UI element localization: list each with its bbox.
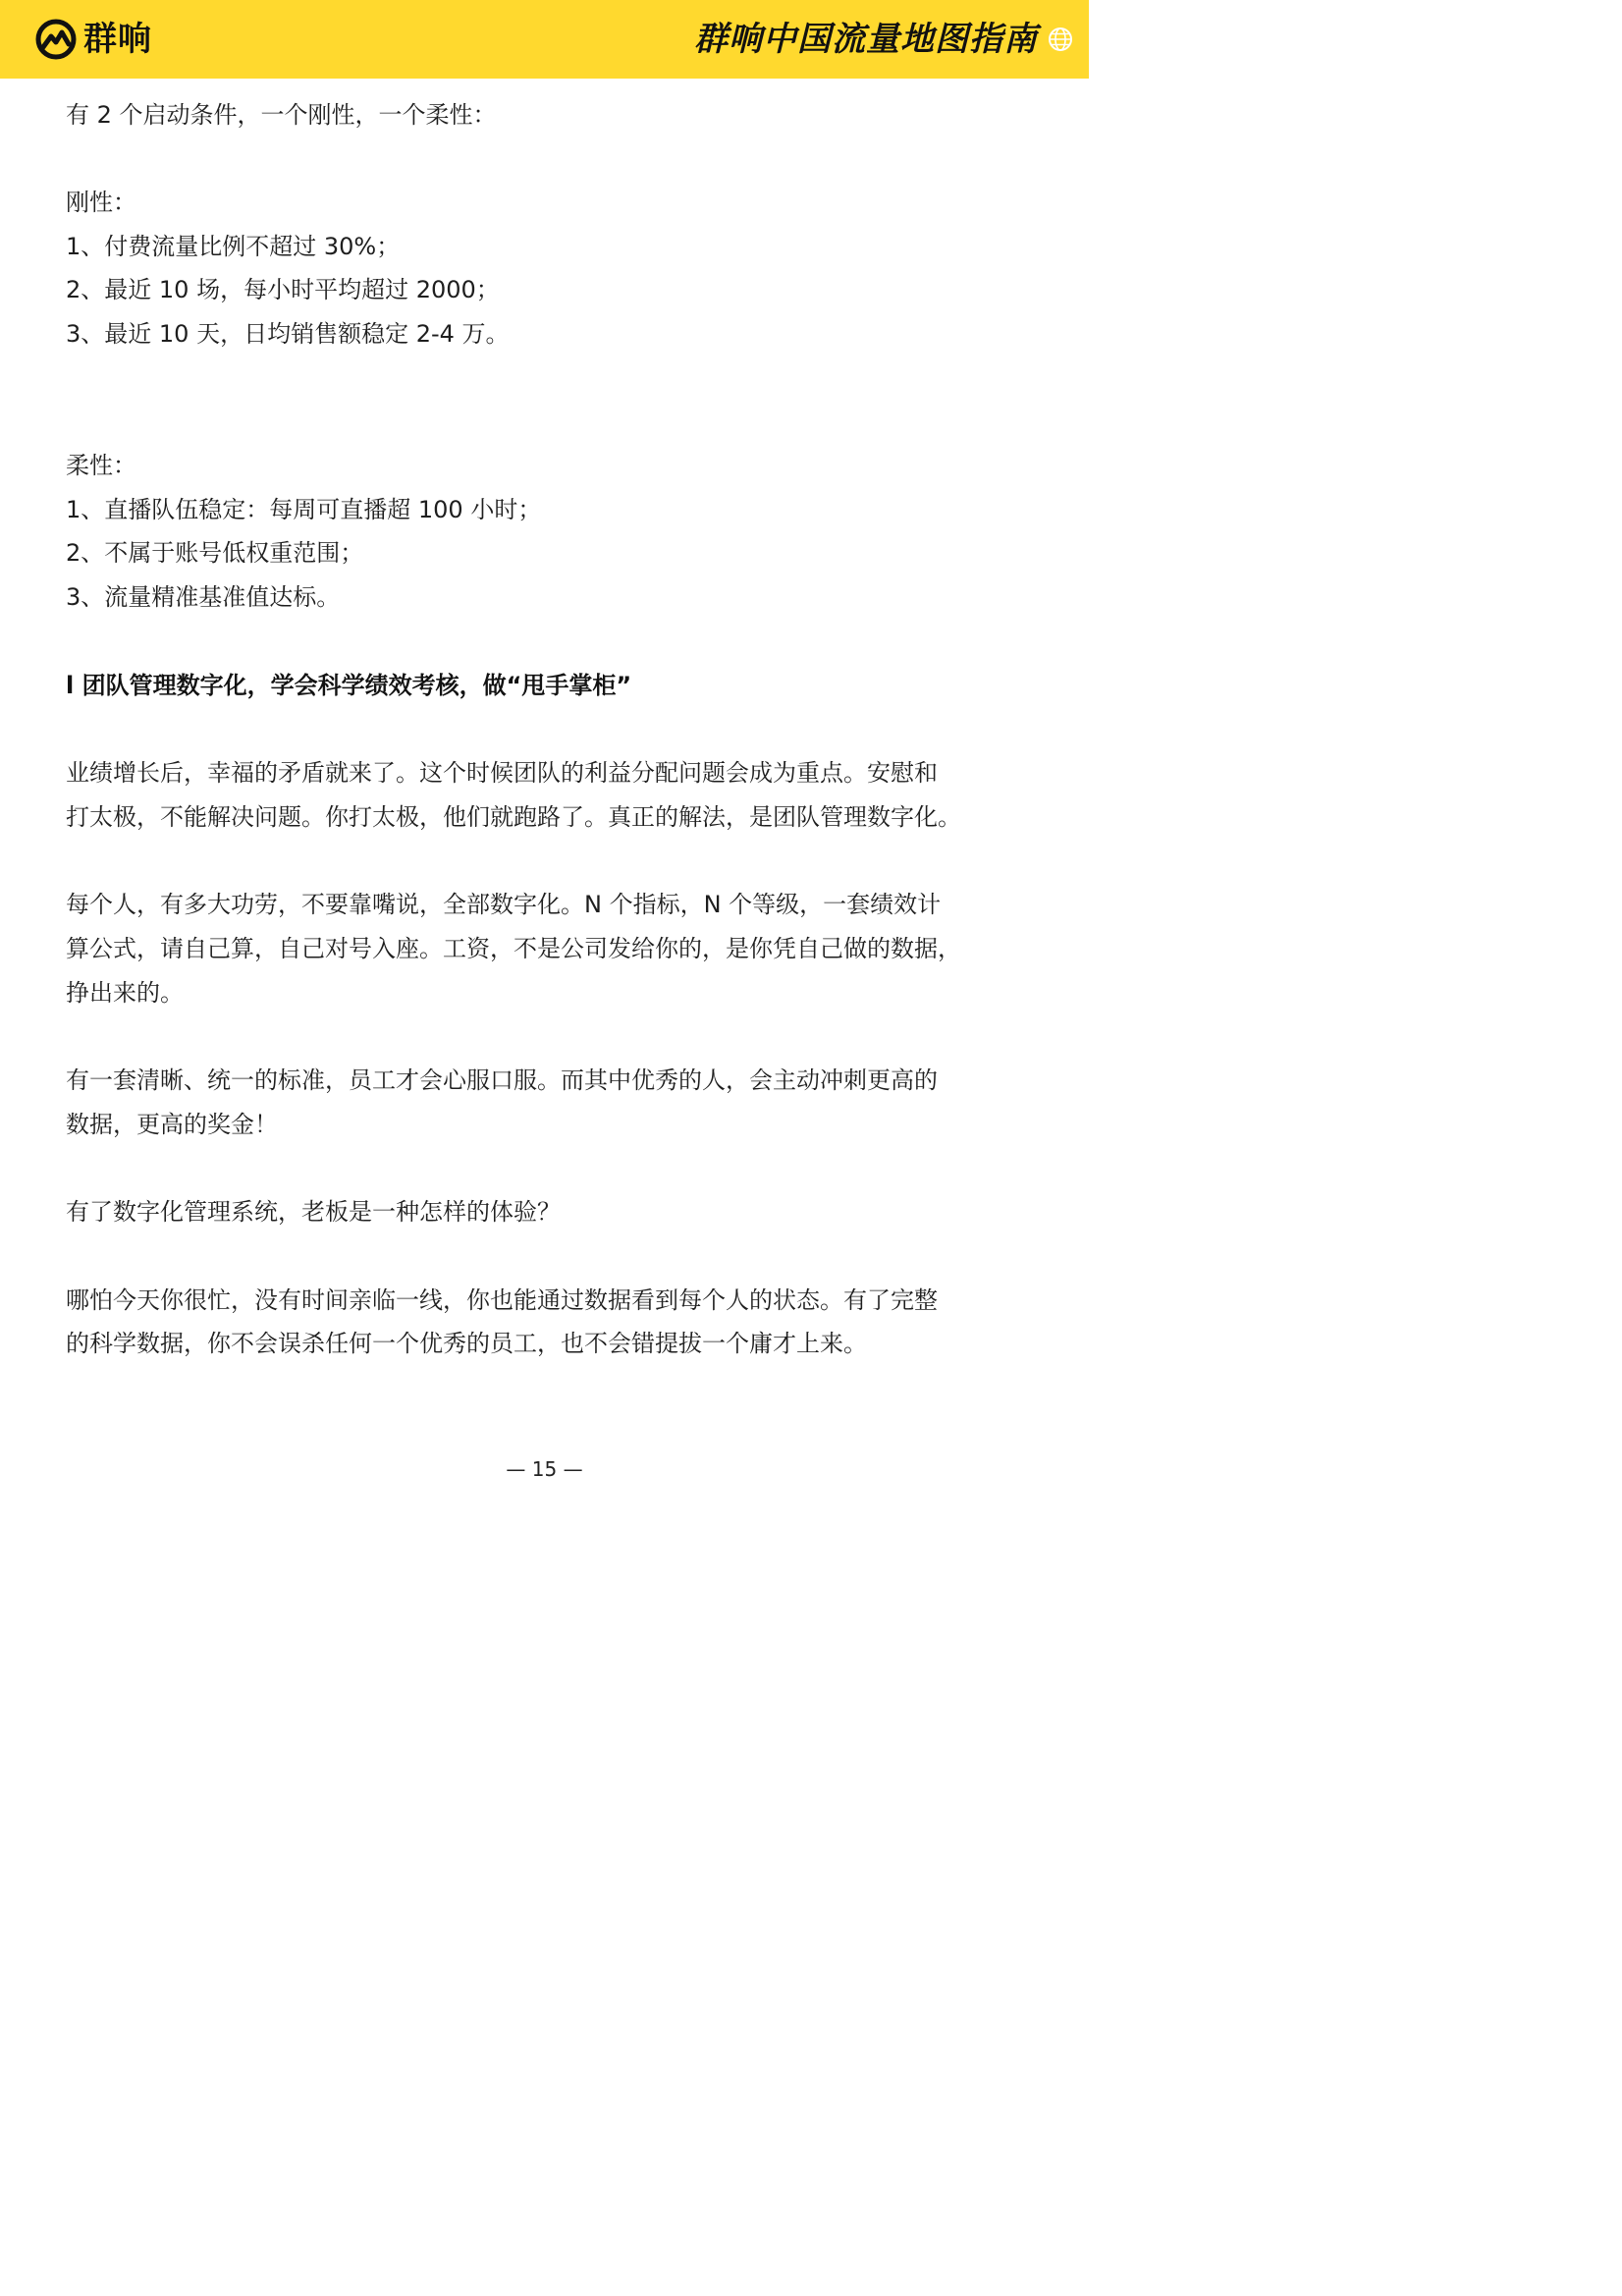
paragraph-line: 哪怕今天你很忙，没有时间亲临一线，你也能通过数据看到每个人的状态。有了完整 [66,1286,938,1314]
rigid-item: 2、最近 10 场，每小时平均超过 2000； [66,276,500,303]
rigid-label: 刚性： [66,189,136,216]
paragraph-line: 每个人，有多大功劳，不要靠嘴说，全部数字化。N 个指标，N 个等级，一套绩效计 [66,891,942,918]
flexible-item: 1、直播队伍稳定：每周可直播超 100 小时； [66,496,542,523]
page-number: — 15 — [506,1457,583,1481]
paragraph-line: 算公式，请自己算，自己对号入座。工资，不是公司发给你的，是你凭自己做的数据， [66,935,961,962]
paragraph-line: 有了数字化管理系统，老板是一种怎样的体验？ [66,1198,561,1226]
paragraph-line: 有一套清晰、统一的标准，员工才会心服口服。而其中优秀的人，会主动冲刺更高的 [66,1066,938,1094]
brand-name: 群响 [83,20,152,59]
rigid-item: 1、付费流量比例不超过 30%； [66,233,401,260]
paragraph-line: 数据，更高的奖金！ [66,1111,278,1138]
flexible-label: 柔性： [66,452,136,479]
flexible-item: 3、流量精准基准值达标。 [66,583,341,611]
brand-logo [34,17,152,62]
flexible-item: 2、不属于账号低权重范围； [66,539,364,567]
globe-icon [1048,27,1073,52]
page-header [0,0,1089,79]
rigid-item: 3、最近 10 天，日均销售额稳定 2-4 万。 [66,320,510,348]
paragraph-line: 业绩增长后，幸福的矛盾就来了。这个时候团队的利益分配问题会成为重点。安慰和 [66,759,938,787]
mountain-circle-logo-icon [34,18,78,61]
section-heading: l 团队管理数字化，学会科学绩效考核，做“甩手掌柜” [66,672,632,699]
paragraph-line: 挣出来的。 [66,979,184,1007]
intro-text: 有 2 个启动条件，一个刚性，一个柔性： [66,101,497,129]
paragraph-line: 打太极，不能解决问题。你打太极，他们就跑路了。真正的解法，是团队管理数字化。 [66,803,961,831]
paragraph-line: 的科学数据，你不会误杀任何一个优秀的员工，也不会错提拔一个庸才上来。 [66,1330,867,1357]
guide-title: 群响中国流量地图指南 [694,20,1038,59]
